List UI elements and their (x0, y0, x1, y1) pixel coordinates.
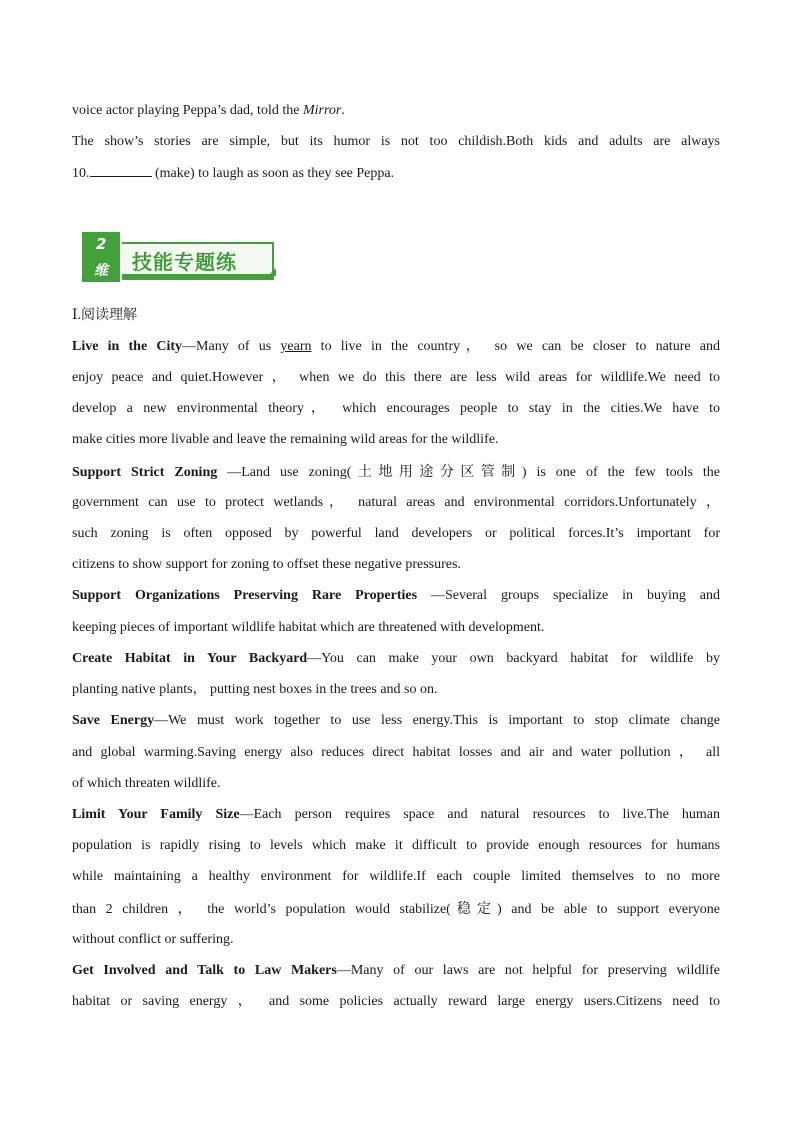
section-number-box (82, 232, 120, 282)
para-4-line-2: planting native plants， putting nest boxes in the trees and so on. (72, 682, 438, 697)
section-corner-triangle (268, 268, 276, 276)
para-5-line-1: Save Energy—We must work together to use less energy.This is important to stop climate change (72, 713, 720, 728)
para-6-line-2: population is rapidly rising to levels which make it difficult to provide enough resources for humans (72, 838, 720, 853)
para-6-line-5: without conflict or suffering. (72, 932, 234, 947)
para-2-line-4: citizens to show support for zoning to offset these negative pressures. (72, 557, 461, 572)
answer-blank-10[interactable] (90, 163, 152, 177)
section-dimension-label: 维 (94, 263, 108, 279)
para-6-line-1: Limit Your Family Size—Each person requires space and natural resources to live.The human (72, 807, 720, 822)
para-1-line-3: develop a new environmental theory， which encourages people to stay in the cities.We have to (72, 401, 720, 416)
intro-line-2: The show’s stories are simple, but its humor is not too childish.Both kids and adults are always (72, 134, 720, 149)
section-number: 2 (96, 235, 107, 253)
para-2-line-3: such zoning is often opposed by powerful land developers or political forces.It’s important for (72, 526, 720, 541)
section-title-box (122, 242, 274, 276)
para-3-line-2: keeping pieces of important wildlife habitat which are threatened with development. (72, 620, 545, 635)
yearn-underlined-word: yearn (280, 339, 312, 354)
para-1-line-1: Live in the City—Many of us yearn to live in the country， so we can be closer to nature and (72, 339, 720, 354)
mirror-title: Mirror (302, 103, 342, 118)
section-badge (82, 232, 278, 286)
section-title: 技能专题练 (132, 250, 237, 274)
para-3-line-1: Support Organizations Preserving Rare Properties —Several groups specialize in buying and (72, 588, 720, 603)
para-5-line-3: of which threaten wildlife. (72, 776, 221, 791)
para-1-line-4: make cities more livable and leave the remaining wild areas for the wildlife. (72, 432, 499, 447)
para-2-line-1: Support Strict Zoning —Land use zoning(土地用途分区管制) is one of the few tools the (72, 464, 721, 480)
para-2-line-2: government can use to protect wetlands， natural areas and environmental corridors.Unfortunately ， (72, 495, 720, 510)
para-7-line-2: habitat or saving energy ， and some policies actually reward large energy users.Citizens need to (72, 994, 720, 1009)
para-5-line-2: and global warming.Saving energy also reduces direct habitat losses and air and water pollution ， all (72, 745, 720, 760)
section-underline (122, 276, 274, 280)
intro-line-1: voice actor playing Peppa’s dad, told the Mirror. (72, 103, 345, 118)
para-7-line-1: Get Involved and Talk to Law Makers—Many of our laws are not helpful for preserving wildlife (72, 963, 720, 978)
para-6-line-4: than 2 children ， the world’s population would stabilize(稳定) and be able to support everyone (72, 901, 720, 917)
para-4-line-1: Create Habitat in Your Backyard—You can make your own backyard habitat for wildlife by (72, 651, 720, 666)
intro-line-3: 10. (make) to laugh as soon as they see Peppa. (72, 163, 720, 184)
para-1-line-2: enjoy peace and quiet.However ， when we do this there are less wild areas for wildlife.We need to (72, 370, 720, 385)
reading-heading: Ⅰ.阅读理解 (72, 308, 138, 323)
para-6-line-3: while maintaining a healthy environment for wildlife.If each couple limited themselves to no more (72, 869, 720, 884)
